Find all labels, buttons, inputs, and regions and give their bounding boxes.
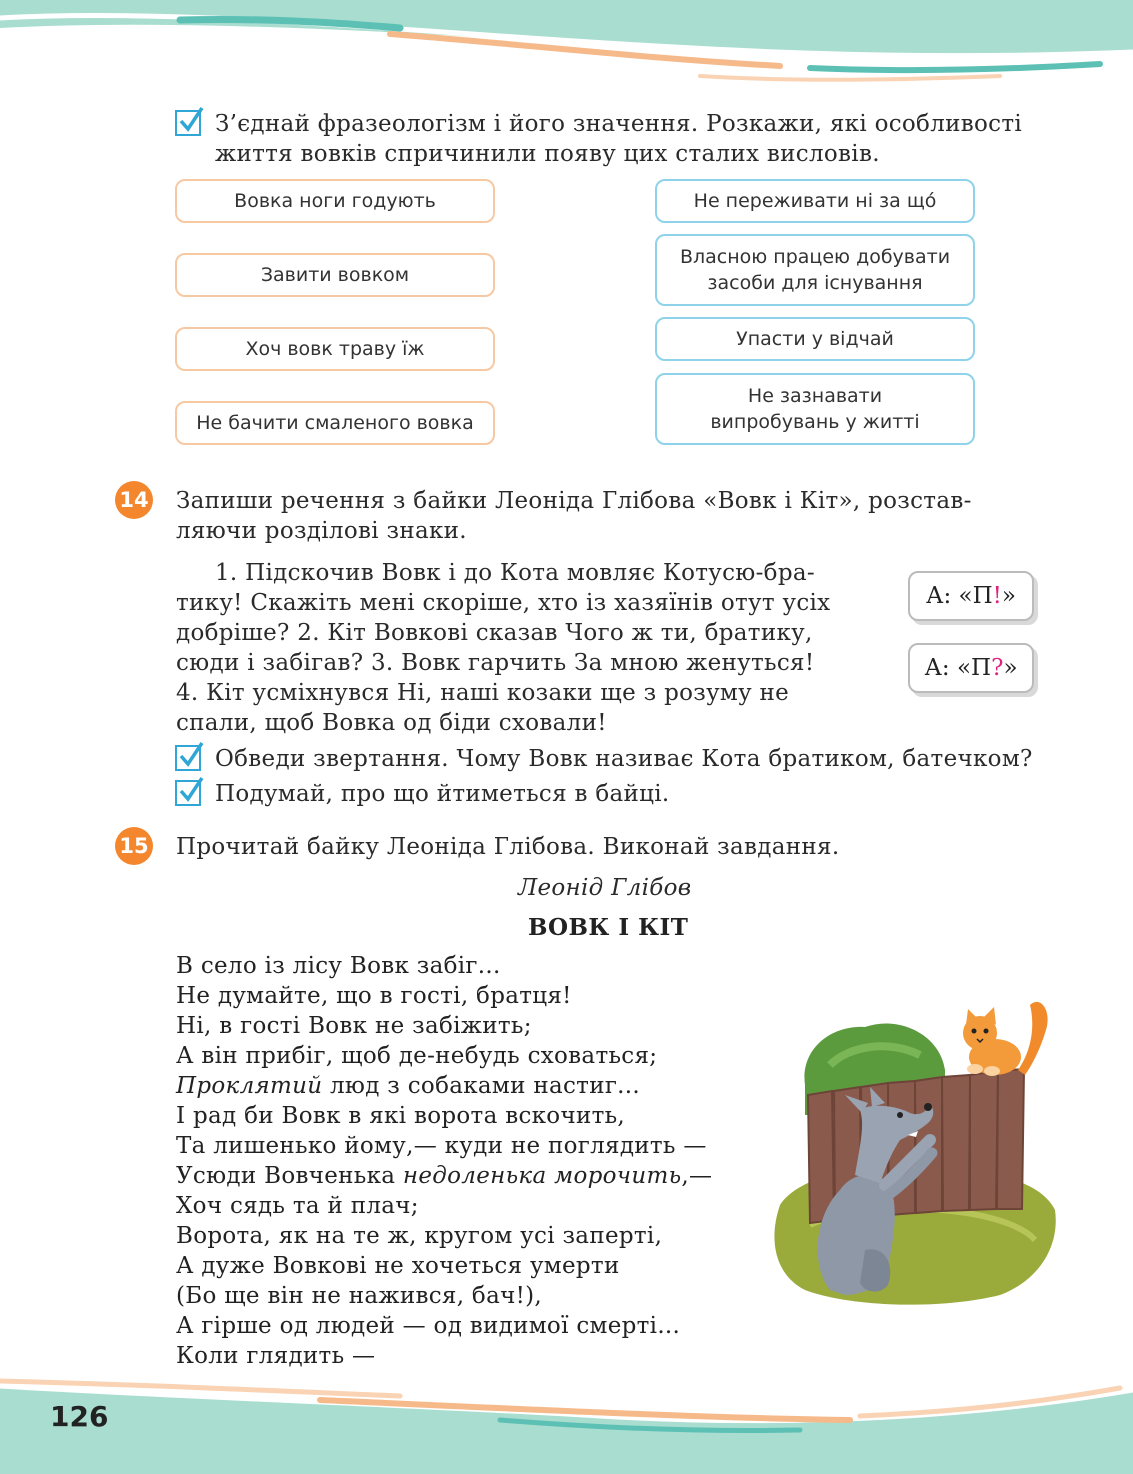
task14-text-line: тику! Скажіть мені скоріше, хто із хазяїнів отут усіх — [176, 590, 831, 616]
phrase-card[interactable]: Не бачити смаленого вовка — [175, 401, 495, 445]
poem-line: В село із лісу Вовк забіг... — [176, 953, 501, 979]
poem-italic-phrase: недоленька морочить — [402, 1163, 682, 1189]
poem-author: Леонід Глібов — [518, 875, 692, 901]
task14-text-line: 1. Підскочив Вовк і до Кота мовляє Котусю-бра- — [215, 560, 815, 586]
task14-subtask1: Обведи звертання. Чому Вовк називає Кота братиком, батечком? — [215, 746, 1033, 772]
task13-instruction-line1: З’єднай фразеологізм і його значення. Розкажи, які особливості — [215, 111, 1023, 137]
meaning-card[interactable]: Власною працею добувати засоби для існування — [655, 234, 975, 306]
poem-line: Та лишенько йому,— куди не поглядить — — [176, 1133, 707, 1159]
poem-line: Коли глядить — — [176, 1343, 376, 1369]
task14-instruction-line2: ляючи розділові знаки. — [176, 518, 467, 544]
poem-line — [176, 1161, 712, 1191]
poem-line-tail: ,— — [681, 1163, 713, 1189]
punctuation-pattern-exclamation — [908, 571, 1034, 621]
poem-line-rest: люд з собаками настиг... — [322, 1073, 641, 1099]
task14-text-line: спали, щоб Вовка од біди сховали! — [176, 710, 607, 736]
poem-line: А гірше од людей — од видимої смерті... — [176, 1313, 681, 1339]
phrase-card[interactable]: Завити вовком — [175, 253, 495, 297]
task15-number-badge: 15 — [115, 827, 153, 865]
poem-italic-word: Проклятий — [176, 1073, 323, 1099]
task15-instruction: Прочитай байку Леоніда Глібова. Виконай завдання. — [176, 834, 840, 860]
poem-line: Хоч сядь та й плач; — [176, 1193, 419, 1219]
bottom-decorative-band — [0, 1376, 1133, 1474]
poem-line: Ворота, як на те ж, кругом усі заперті, — [176, 1223, 663, 1249]
task14-text-line: 4. Кіт усміхнувся Ні, наші козаки ще з розуму не — [176, 680, 790, 706]
poem-line — [176, 1071, 712, 1101]
poem-line: А він прибіг, щоб де-небудь сховаться; — [176, 1043, 658, 1069]
meaning-card[interactable]: Не зазнавати випробувань у житті — [655, 373, 975, 445]
meaning-card[interactable]: Упасти у відчай — [655, 317, 975, 361]
checkbox-checked-icon[interactable] — [175, 745, 201, 771]
wolf-and-cat-illustration — [770, 995, 1060, 1315]
page-number: 126 — [50, 1400, 109, 1433]
poem-line: Ні, в гості Вовк не забіжить; — [176, 1013, 532, 1039]
poem-line: (Бо ще він не нажився, бач!), — [176, 1283, 543, 1309]
meaning-card[interactable]: Не переживати ні за щó — [655, 179, 975, 223]
phrase-card[interactable]: Хоч вовк траву їж — [175, 327, 495, 371]
pattern-prefix: А: «П — [926, 583, 993, 609]
task14-subtask2: Подумай, про що йтиметься в байці. — [215, 781, 670, 807]
poem-line-lead: Усюди Вовченька — [176, 1163, 403, 1189]
top-decorative-band — [0, 0, 1133, 90]
poem-line: А дуже Вовкові не хочеться умерти — [176, 1253, 620, 1279]
pattern-mark: ! — [992, 583, 1002, 609]
checkbox-checked-icon[interactable] — [175, 780, 201, 806]
poem — [176, 951, 712, 1371]
pattern-mark: ? — [991, 655, 1004, 681]
poem-line: Не думайте, що в гості, братця! — [176, 983, 572, 1009]
pattern-suffix: » — [1001, 583, 1016, 609]
punctuation-pattern-question — [908, 643, 1034, 693]
poem-line: І рад би Вовк в які ворота вскочить, — [176, 1103, 626, 1129]
pattern-suffix: » — [1003, 655, 1018, 681]
task14-number-badge: 14 — [115, 481, 153, 519]
checkbox-checked-icon[interactable] — [175, 110, 201, 136]
task14-text-line: добріше? 2. Кіт Вовкові сказав Чого ж ти, братику, — [176, 620, 813, 646]
poem-title: ВОВК І КІТ — [528, 914, 689, 941]
phrase-card[interactable]: Вовка ноги годують — [175, 179, 495, 223]
task14-instruction-line1: Запиши речення з байки Леоніда Глібова «Вовк і Кіт», розстав- — [176, 488, 972, 514]
task13-instruction-line2: життя вовків спричинили появу цих сталих висловів. — [215, 141, 880, 167]
pattern-prefix: А: «П — [924, 655, 992, 681]
task14-text-line: сюди і забігав? 3. Вовк гарчить За мною женуться! — [176, 650, 815, 676]
